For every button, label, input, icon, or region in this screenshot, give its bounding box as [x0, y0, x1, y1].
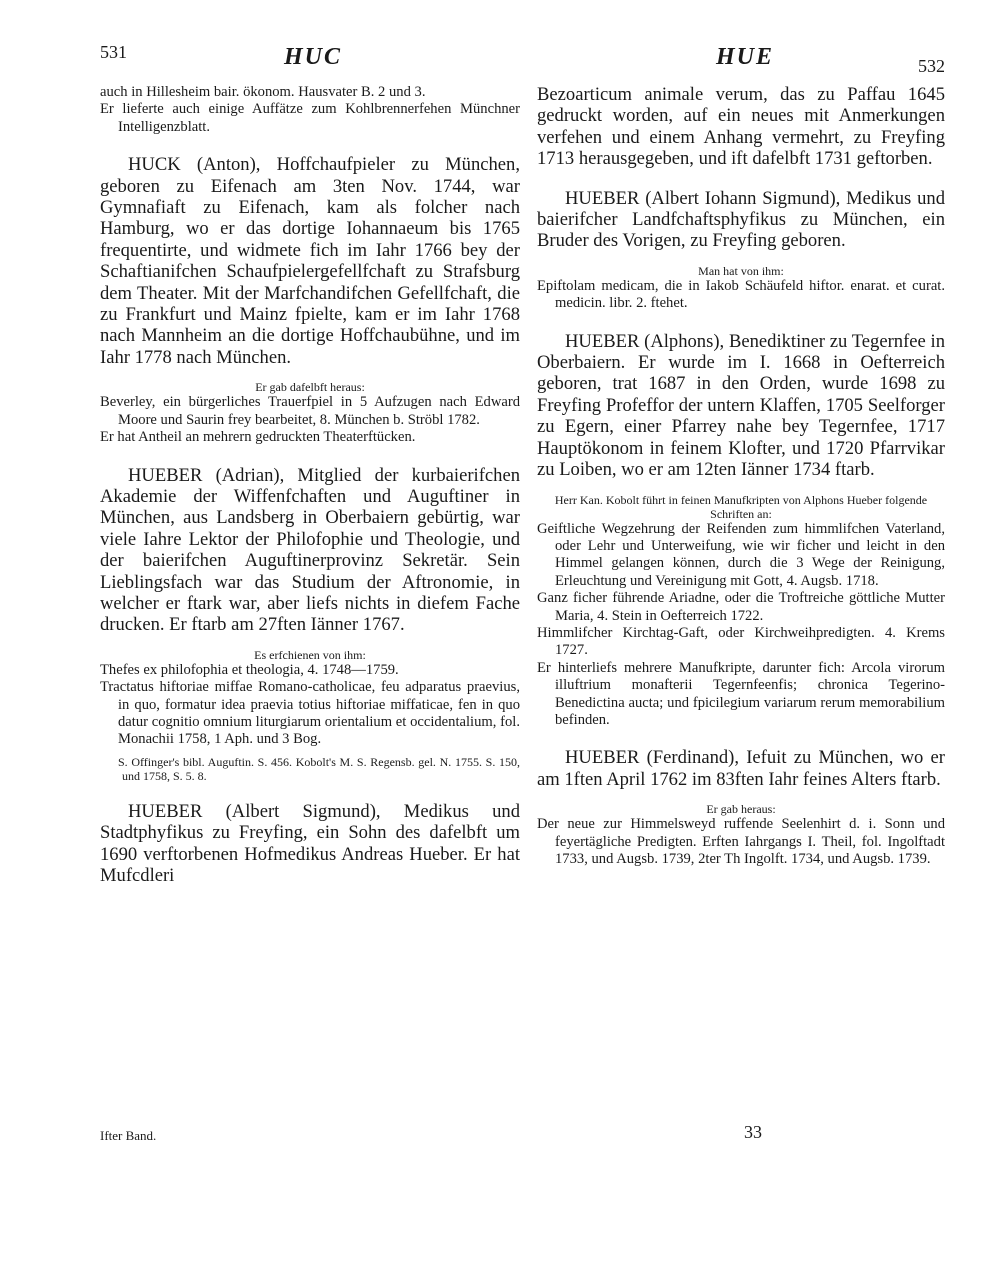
left-running-head: HUC	[284, 44, 343, 70]
work-item: Er hinterliefs mehrere Manufkripte, darunter fich: Arcola virorum illuftrium monafterii Tegernfeenfis; chronica Tegerino-Benedictina aucta; und fpicilegium variarum rerum memorabilium befinden.	[537, 659, 945, 728]
signature-mark: Ifter Band.	[100, 1128, 157, 1143]
right-column	[537, 84, 945, 868]
work-item: Thefes ex philofophia et theologia, 4. 1748—1759.	[100, 661, 399, 678]
right-page-number: 532	[918, 56, 945, 76]
work-item: Er hat Antheil an mehrern gedruckten Theaterftücken.	[100, 429, 416, 446]
work-item: Ganz ficher führende Ariadne, oder die Troftreiche göttliche Mutter Maria, 4. Stein in Oefterreich 1722.	[537, 590, 945, 624]
works-caption: Er gab heraus:	[706, 802, 776, 817]
work-item: Epiftolam medicam, die in Iakob Schäufeld hiftor. enarat. et curat. medicin. libr. 2. ftehet.	[537, 277, 945, 312]
works-caption: Man hat von ihm:	[698, 263, 784, 278]
paragraph: Bezoarticum animale verum, das zu Paffau 1645 gedruckt worden, auf ein neues mit Anmerkungen verfehen und einem Anhang vermehrt, zu Freyfing 1713 herausgegeben, und ift dafelbft 1731 geftorben.	[537, 84, 945, 170]
work-item: Beverley, ein bürgerliches Trauerfpiel in 5 Aufzugen nach Edward Moore und Saurin frey bearbeitet, 8. München b. Ströbl 1782.	[100, 394, 520, 428]
paragraph: auch in Hillesheim bair. ökonom. Hausvater B. 2 und 3.	[100, 84, 426, 100]
folio-mark: 33	[744, 1122, 762, 1142]
entry-hueber-albert-sigmund: HUEBER (Albert Sigmund), Medikus und Stadtphyfikus zu Freyfing, ein Sohn des dafelbft um 1690 verftorbenen Hofmedikus Andreas Hueber. Er hat Mufcdleri	[100, 800, 520, 886]
entry-hueber-ferdinand: HUEBER (Ferdinand), Iefuit zu München, wo er am 1ften April 1762 im 83ften Iahr feines Alters ftarb.	[537, 747, 945, 790]
citation: S. Offinger's bibl. Auguftin. S. 456. Kobolt's M. S. Regensb. gel. N. 1755. S. 150, und 1758, S. 5. 8.	[118, 754, 520, 783]
left-page-number: 531	[100, 42, 127, 62]
entry-huck-anton: HUCK (Anton), Hoffchaufpieler zu München, geboren zu Eifenach am 3ten Nov. 1744, war Gymnafiaft zu Eifenach, kam als folcher nach Hamburg, wo er das dortige Iohannaeum bis 1765 frequentirte, und widmete fich im Iahr 1766 bey der Schaftianifchen Schaufpielergefellfchaft zu Strafsburg dem Theater. Mit der Marfchandifchen Gefellfchaft, die zu Frankfurt und Mainz fpielte, kam er im Iahr 1768 nach Mannheim an die dortige Hoffchaubühne, und im Iahr 1778 nach München.	[100, 154, 520, 368]
entry-hueber-adrian: HUEBER (Adrian), Mitglied der kurbaierifchen Akademie der Wiffenfchaften und Auguftiner in München, aus Landsberg in Oberbaiern gebürtig, war viele Iahre Lektor der Philofophie und Theologie, und der baierifchen Auguftinerprovinz Sekretär. Sein Lieblingsfach war das Studium der Aftronomie, in welcher er ftark war, aber liefs nichts in diefem Fache drucken. Er ftarb am 27ften Iänner 1767.	[100, 464, 520, 636]
right-running-head: HUE	[716, 44, 775, 70]
works-caption: Herr Kan. Kobolt führt in feinen Manufkripten von Alphons Hueber folgende Schriften an:	[554, 492, 928, 521]
entry-hueber-alphons: HUEBER (Alphons), Benediktiner zu Tegernfee in Oberbaiern. Er wurde im I. 1668 in Oefterreich geboren, trat 1687 in den Orden, wurde 1698 zu Freyfing Profeffor der untern Klaffen, 1705 Seelforger zu Egern, einer Pfarrey nahe bey Tegernfee, 1717 Hauptökonom in feinem Klofter, und 1720 Pfarrvikar zu Loiben, wo er am 12ten Iänner 1734 ftarb.	[537, 330, 945, 481]
work-item: Tractatus hiftoriae miffae Romano-catholicae, feu adparatus praevius, in quo, formatur idea praevia totius hiftoriae miffaticae, fen in quo datur cognitio omnium liturgiarum orientalium et occidentalium, fol. Monachii 1758, 1 Aph. und 3 Bog.	[100, 679, 520, 748]
entry-hueber-albert-johann: HUEBER (Albert Iohann Sigmund), Medikus und baierifcher Landfchaftsphyfikus zu München, ein Bruder des Vorigen, zu Freyfing geboren.	[537, 187, 945, 252]
work-item: Himmlifcher Kirchtag-Gaft, oder Kirchweihpredigten. 4. Krems 1727.	[537, 624, 945, 659]
left-column	[100, 84, 520, 886]
work-item: Der neue zur Himmelsweyd ruffende Seelenhirt d. i. Sonn und feyertägliche Predigten. Erften Iahrgangs I. Theil, fol. Ingolftadt 1733, und Augsb. 1739, 2ter Th Ingolft. 1734, und Augsb. 1739.	[537, 816, 945, 867]
work-item: Geiftliche Wegzehrung der Reifenden zum himmlifchen Vaterland, oder Lehr und Unterweifung, wie wir ficher und leicht in den Himmel gelangen können, durch die 3 Wege der Reinigung, Erleuchtung und Vereinigung mit Gott, 4. Augsb. 1718.	[537, 520, 945, 589]
works-caption: Es erfchienen von ihm:	[254, 647, 366, 662]
paragraph: Er lieferte auch einige Auffätze zum Kohlbrennerfehen Münchner Intelligenzblatt.	[100, 101, 520, 135]
works-caption: Er gab dafelbft heraus:	[255, 380, 365, 395]
